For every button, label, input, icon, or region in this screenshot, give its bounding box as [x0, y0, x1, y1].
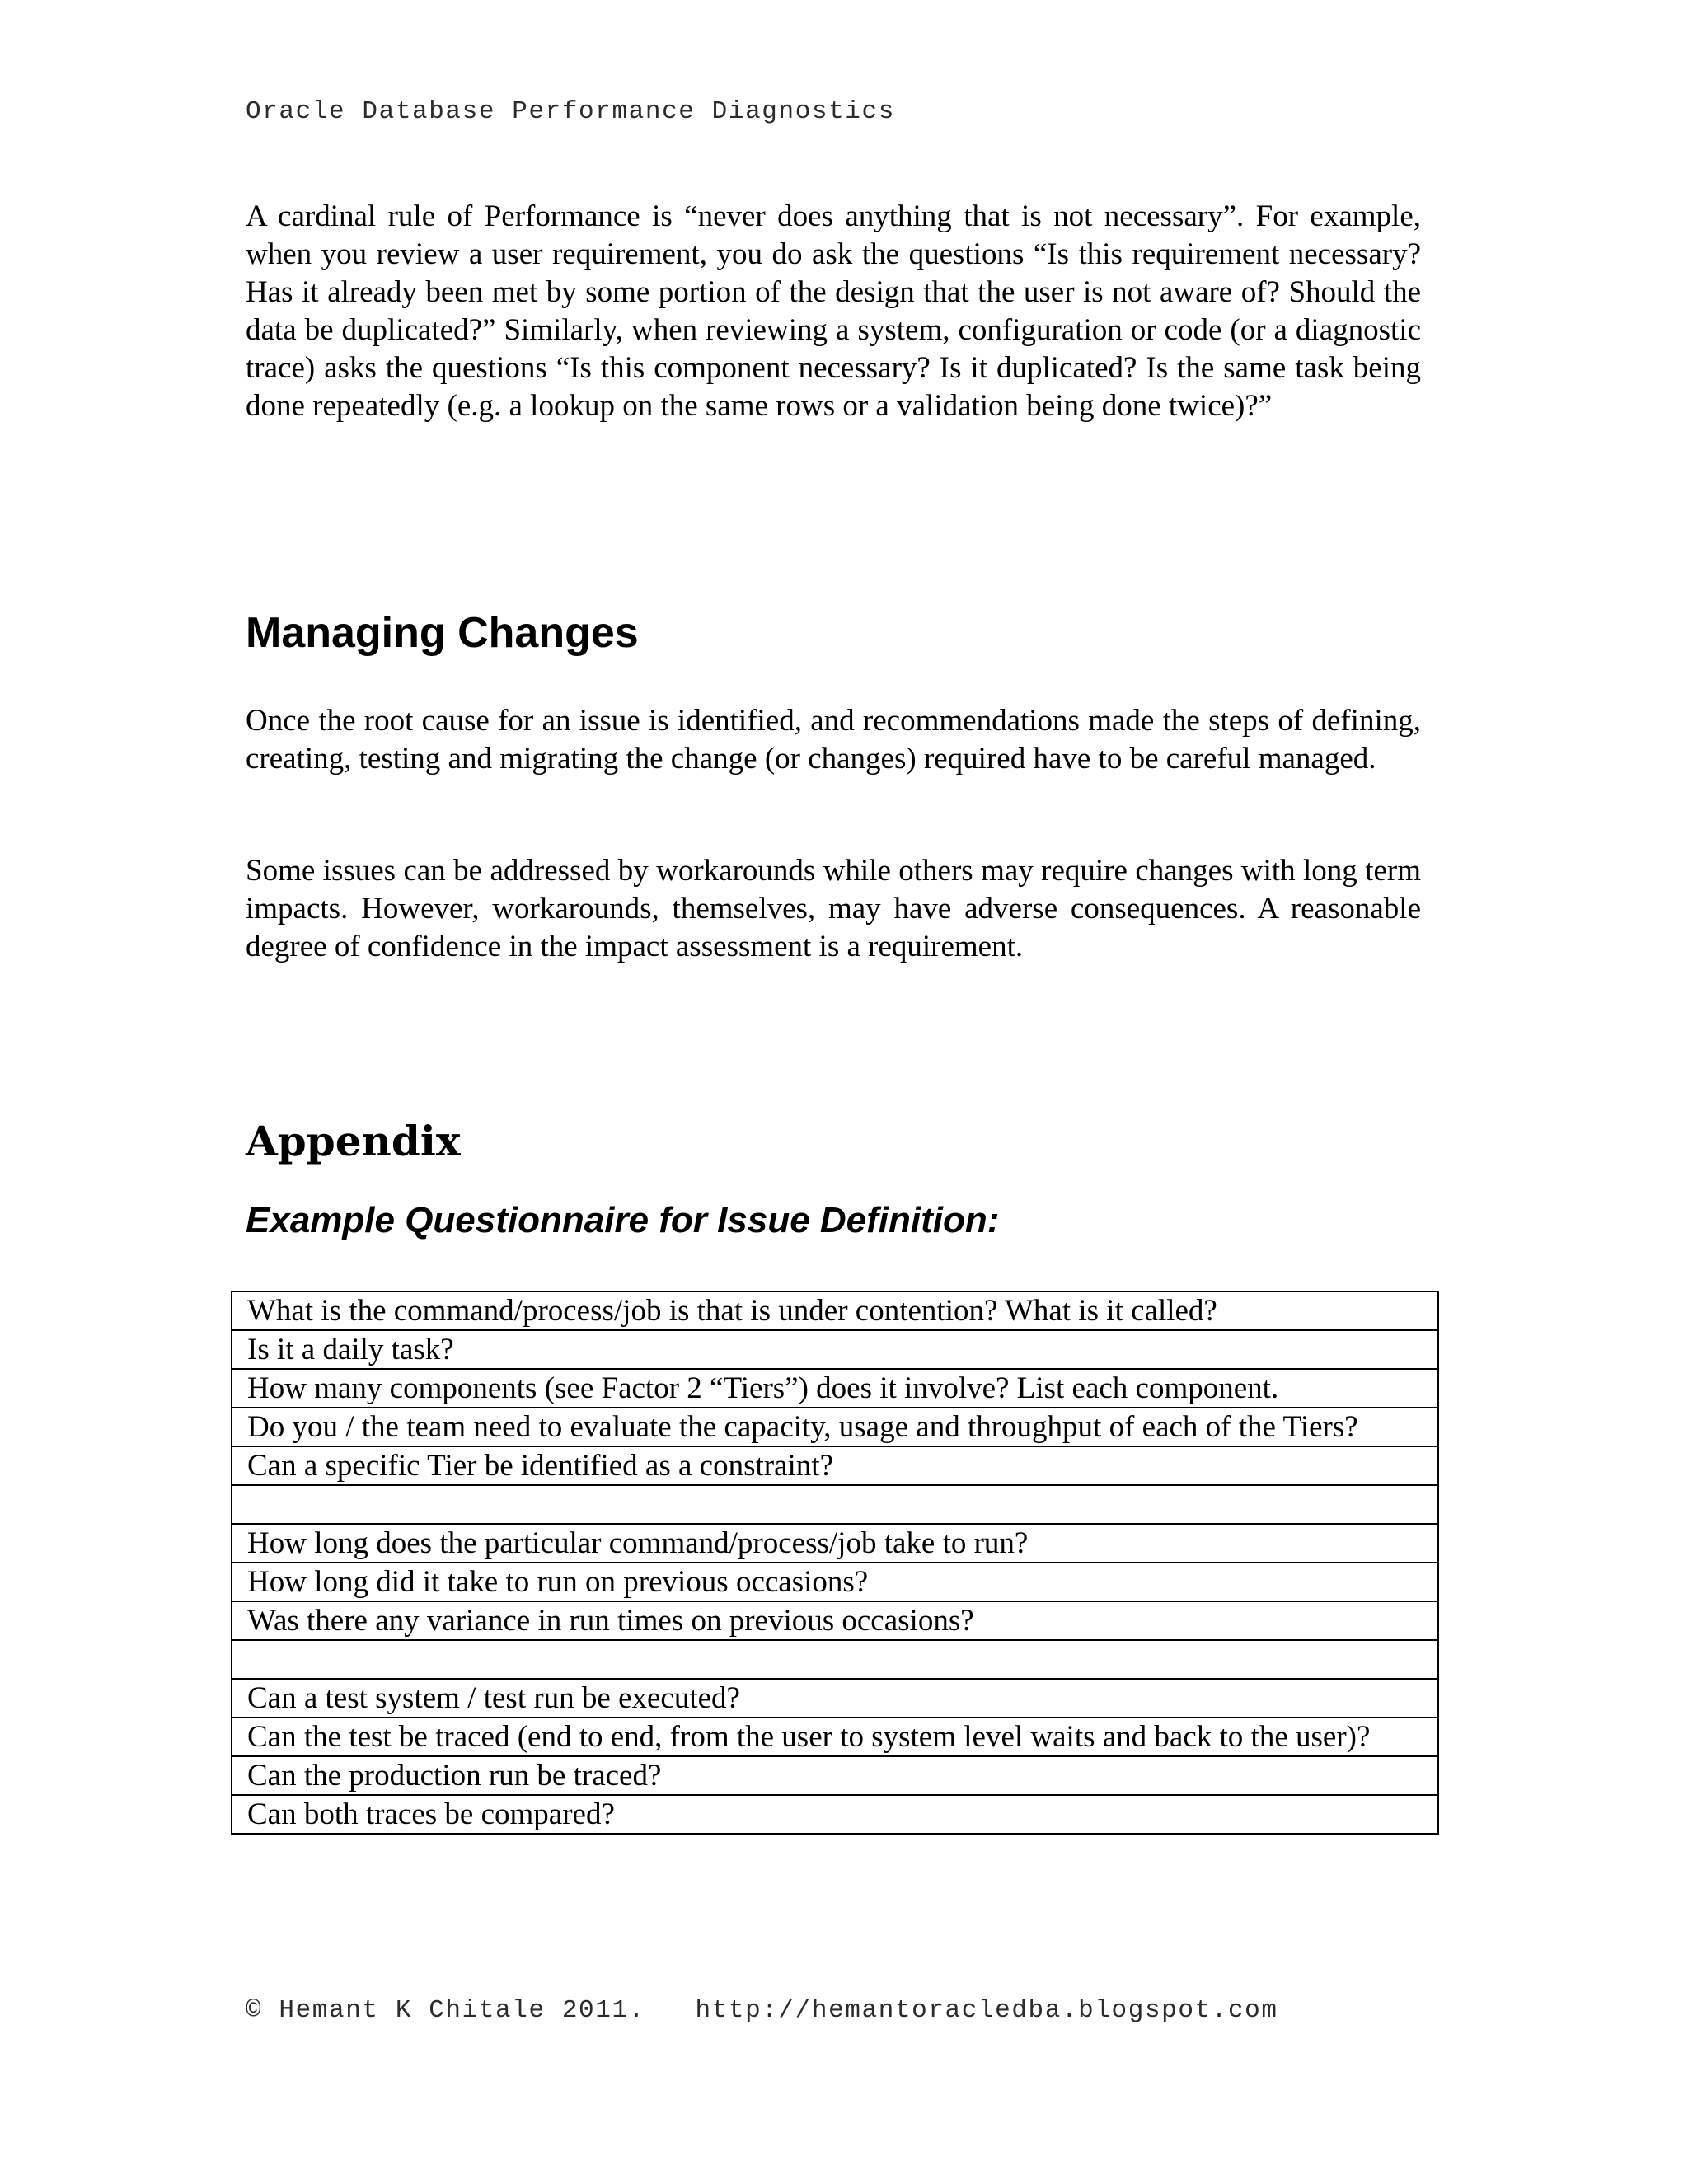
questionnaire-table — [231, 1291, 1439, 1835]
table-cell: Was there any variance in run times on previous occasions? — [232, 1601, 1438, 1640]
table-row — [232, 1330, 1438, 1369]
table-row — [232, 1369, 1438, 1408]
table-cell: Can the test be traced (end to end, from the user to system level waits and back to the user)? — [232, 1718, 1438, 1756]
questionnaire-heading: Example Questionnaire for Issue Definition: — [246, 1200, 1000, 1240]
table-row — [232, 1756, 1438, 1795]
footer-url: http://hemantoracledba.blogspot.com — [695, 1996, 1278, 2025]
table-cell: How many components (see Factor 2 “Tiers”) does it involve? List each component. — [232, 1369, 1438, 1408]
table-row-empty — [232, 1485, 1438, 1524]
table-cell: Can the production run be traced? — [232, 1756, 1438, 1795]
table-row — [232, 1563, 1438, 1601]
table-row — [232, 1718, 1438, 1756]
table-cell: Do you / the team need to evaluate the capacity, usage and throughput of each of the Tiers? — [232, 1408, 1438, 1446]
table-cell: How long did it take to run on previous occasions? — [232, 1563, 1438, 1601]
table-row — [232, 1679, 1438, 1718]
table-row — [232, 1408, 1438, 1446]
table-cell: Can a specific Tier be identified as a constraint? — [232, 1446, 1438, 1485]
table-cell: How long does the particular command/process/job take to run? — [232, 1524, 1438, 1563]
table-row — [232, 1795, 1438, 1834]
table-cell: Is it a daily task? — [232, 1330, 1438, 1369]
table-cell: Can a test system / test run be executed? — [232, 1679, 1438, 1718]
table-cell: What is the command/process/job is that is under contention? What is it called? — [232, 1291, 1438, 1330]
table-row — [232, 1291, 1438, 1330]
page-footer — [246, 1996, 1278, 2025]
managing-changes-heading: Managing Changes — [246, 609, 639, 657]
table-cell — [232, 1640, 1438, 1679]
table-row-empty — [232, 1640, 1438, 1679]
appendix-heading: Appendix — [246, 1117, 461, 1165]
managing-changes-paragraph-1: Once the root cause for an issue is identified, and recommendations made the steps of defining, creating, testing and migrating the change (or changes) required have to be careful managed. — [246, 704, 1421, 776]
table-cell — [232, 1485, 1438, 1524]
footer-copyright: © Hemant K Chitale 2011. — [246, 1996, 645, 2025]
managing-changes-paragraph-2: Some issues can be addressed by workarounds while others may require changes with long term impacts. However, workarounds, themselves, may have adverse consequences. A reasonable degree of confidence in the impact assessment is a requirement. — [246, 854, 1421, 963]
table-row — [232, 1446, 1438, 1485]
intro-paragraph: A cardinal rule of Performance is “never does anything that is not necessary”. For example, when you review a user requirement, you do ask the questions “Is this requirement necessary? Has it already been met by some portion of the design that the user is not aware of? Should the data be duplicated?” Similarly, when reviewing a system, configuration or code (or a diagnostic trace) asks the questions “Is this component necessary? Is it duplicated? Is the same task being done repeatedly (e.g. a lookup on the same rows or a validation being done twice)?” — [246, 199, 1421, 423]
table-row — [232, 1601, 1438, 1640]
table-row — [232, 1524, 1438, 1563]
table-cell: Can both traces be compared? — [232, 1795, 1438, 1834]
running-header: Oracle Database Performance Diagnostics — [246, 97, 895, 126]
